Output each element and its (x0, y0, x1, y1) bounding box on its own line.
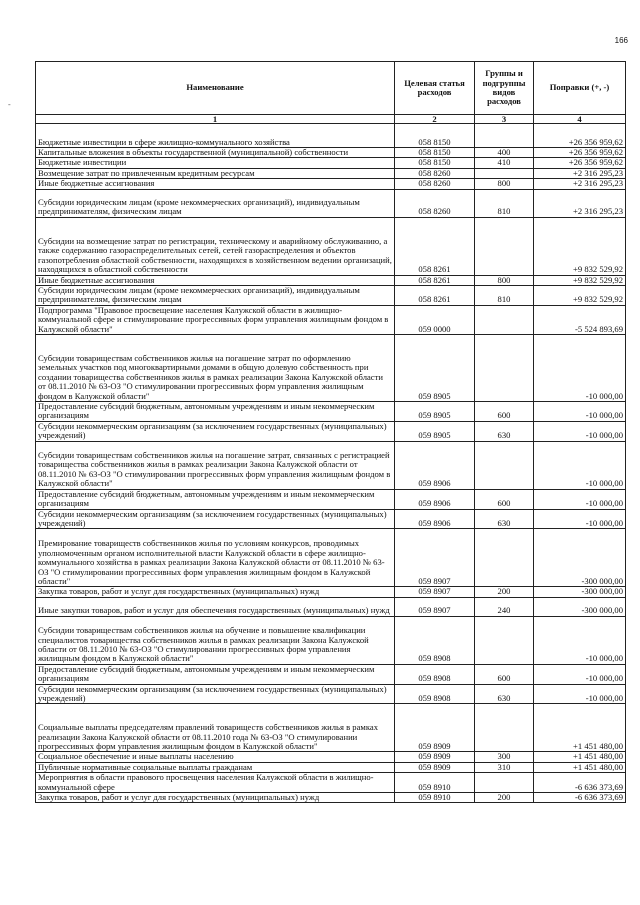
row-code-cell: 059 8909 (395, 704, 475, 752)
header-amend: Поправки (+, -) (534, 62, 626, 115)
row-name-cell: Социальные выплаты председателям правлений товариществ собственников жилья в рамках реализации Закона Калужской области от 08.11.2010 года № 63-ОЗ "О стимулировании прогрессивных форм управления жилищным фондом в Калужской области" (36, 704, 395, 752)
table-row (36, 217, 626, 275)
row-amount-cell: -10 000,00 (534, 335, 626, 402)
table-row (36, 762, 626, 772)
row-amount-cell: -6 636 373,69 (534, 792, 626, 802)
row-name-cell: Предоставление субсидий бюджетным, автономным учреждениям и иным некоммерческим организациям (36, 664, 395, 684)
row-code-cell: 059 8905 (395, 335, 475, 402)
column-number: 4 (534, 115, 626, 124)
row-name-cell: Возмещение затрат по привлеченным кредитным ресурсам (36, 168, 395, 178)
row-name-cell: Закупка товаров, работ и услуг для государственных (муниципальных) нужд (36, 792, 395, 802)
row-group-cell: 200 (475, 587, 534, 597)
row-name-cell: Бюджетные инвестиции (36, 158, 395, 168)
row-amount-cell: +2 316 295,23 (534, 179, 626, 189)
table-row (36, 335, 626, 402)
row-group-cell (475, 168, 534, 178)
row-amount-cell: -300 000,00 (534, 529, 626, 587)
row-group-cell (475, 335, 534, 402)
row-name-cell: Субсидии некоммерческим организациям (за исключением государственных (муниципальных) учреждений) (36, 684, 395, 704)
row-name-cell: Бюджетные инвестиции в сфере жилищно-коммунального хозяйства (36, 124, 395, 148)
row-amount-cell: -10 000,00 (534, 441, 626, 489)
row-group-cell (475, 124, 534, 148)
row-code-cell: 058 8261 (395, 217, 475, 275)
row-amount-cell: -10 000,00 (534, 664, 626, 684)
row-group-cell: 800 (475, 179, 534, 189)
column-number: 3 (475, 115, 534, 124)
row-code-cell: 059 8906 (395, 489, 475, 509)
row-code-cell: 059 8908 (395, 616, 475, 664)
table-row (36, 509, 626, 529)
row-code-cell: 058 8150 (395, 124, 475, 148)
row-group-cell: 600 (475, 489, 534, 509)
table-row (36, 529, 626, 587)
row-code-cell: 059 8905 (395, 402, 475, 422)
row-name-cell: Иные бюджетные ассигнования (36, 179, 395, 189)
row-group-cell (475, 217, 534, 275)
row-group-cell: 630 (475, 684, 534, 704)
row-amount-cell: +1 451 480,00 (534, 752, 626, 762)
row-code-cell: 059 8910 (395, 792, 475, 802)
row-group-cell (475, 529, 534, 587)
row-code-cell: 059 8907 (395, 587, 475, 597)
column-number: 1 (36, 115, 395, 124)
row-code-cell: 058 8260 (395, 189, 475, 217)
table-row (36, 189, 626, 217)
row-name-cell: Иные бюджетные ассигнования (36, 275, 395, 285)
row-group-cell (475, 704, 534, 752)
row-name-cell: Подпрограмма "Правовое просвещение населения Калужской области в жилищно-коммунальной сфере и стимулирование прогрессивных форм управления жилищным фондом в Калужской области" (36, 305, 395, 334)
row-amount-cell: +1 451 480,00 (534, 704, 626, 752)
row-code-cell: 059 0000 (395, 305, 475, 334)
row-code-cell: 059 8907 (395, 597, 475, 616)
row-amount-cell: +2 316 295,23 (534, 189, 626, 217)
row-code-cell: 058 8260 (395, 179, 475, 189)
row-code-cell: 058 8150 (395, 158, 475, 168)
table-row (36, 704, 626, 752)
row-code-cell: 059 8906 (395, 441, 475, 489)
row-amount-cell: -10 000,00 (534, 684, 626, 704)
row-name-cell: Субсидии товариществам собственников жилья на погашение затрат, связанных с регистрацией товарищества собственников жилья в рамках реализации Закона Калужской области от 08.11.2010 № 63-ОЗ "О стимулировании прогрессивных форм управления жилищным фондом в Калужской области" (36, 441, 395, 489)
header-target: Целевая статья расходов (395, 62, 475, 115)
row-amount-cell: +9 832 529,92 (534, 217, 626, 275)
table-header-row (36, 62, 626, 115)
row-name-cell: Субсидии юридическим лицам (кроме некоммерческих организаций), индивидуальным предпринимателям, физическим лицам (36, 286, 395, 306)
row-group-cell: 810 (475, 286, 534, 306)
table-row (36, 421, 626, 441)
table-row (36, 441, 626, 489)
row-name-cell: Субсидии юридическим лицам (кроме некоммерческих организаций), индивидуальным предпринимателям, физическим лицам (36, 189, 395, 217)
row-amount-cell: -6 636 373,69 (534, 773, 626, 793)
table-row (36, 684, 626, 704)
row-group-cell: 300 (475, 752, 534, 762)
row-name-cell: Субсидии на возмещение затрат по регистрации, техническому и аварийному обслуживанию, а также содержанию газораспределительных сетей, сетей газораспределения и объектов газопотребления областной собственности, находящихся в хозяйственном ведении организаций, находящихся в областной собственности (36, 217, 395, 275)
table-row (36, 597, 626, 616)
row-amount-cell: +9 832 529,92 (534, 286, 626, 306)
table-row (36, 179, 626, 189)
row-group-cell: 800 (475, 275, 534, 285)
table-row (36, 489, 626, 509)
row-name-cell: Капитальные вложения в объекты государственной (муниципальной) собственности (36, 148, 395, 158)
row-name-cell: Премирование товариществ собственников жилья по условиям конкурсов, проводимых уполномоченным органом исполнительной власти Калужской области в сфере жилищно-коммунального хозяйства в рамках реализации Закона Калужской области от 08.11.2010 № 63-ОЗ "О стимулировании прогрессивных форм управления жилищным фондом в Калужской области" (36, 529, 395, 587)
row-name-cell: Субсидии некоммерческим организациям (за исключением государственных (муниципальных) учреждений) (36, 421, 395, 441)
row-name-cell: Социальное обеспечение и иные выплаты населению (36, 752, 395, 762)
row-amount-cell: -300 000,00 (534, 587, 626, 597)
row-name-cell: Мероприятия в области правового просвещения населения Калужской области в жилищно-коммунальной сфере (36, 773, 395, 793)
row-group-cell: 410 (475, 158, 534, 168)
table-row (36, 305, 626, 334)
row-amount-cell: +9 832 529,92 (534, 275, 626, 285)
row-amount-cell: -10 000,00 (534, 509, 626, 529)
table-row (36, 792, 626, 802)
row-amount-cell: -5 524 893,69 (534, 305, 626, 334)
row-name-cell: Субсидии некоммерческим организациям (за исключением государственных (муниципальных) учреждений) (36, 509, 395, 529)
row-name-cell: Закупка товаров, работ и услуг для государственных (муниципальных) нужд (36, 587, 395, 597)
table-row (36, 168, 626, 178)
row-name-cell: Субсидии товариществам собственников жилья на обучение и повышение квалификации специалистов товарищества собственников жилья в рамках реализации Закона Калужской области от 08.11.2010 № 63-ОЗ "О стимулировании прогрессивных форм управления жилищным фондом в Калужской области" (36, 616, 395, 664)
row-group-cell (475, 773, 534, 793)
row-code-cell: 059 8909 (395, 762, 475, 772)
row-group-cell: 400 (475, 148, 534, 158)
row-code-cell: 059 8906 (395, 509, 475, 529)
table-row (36, 148, 626, 158)
table-row (36, 616, 626, 664)
row-code-cell: 058 8150 (395, 148, 475, 158)
row-group-cell: 630 (475, 421, 534, 441)
row-name-cell: Предоставление субсидий бюджетным, автономным учреждениям и иным некоммерческим организациям (36, 489, 395, 509)
row-group-cell: 630 (475, 509, 534, 529)
table-row (36, 402, 626, 422)
row-amount-cell: -10 000,00 (534, 402, 626, 422)
row-amount-cell: -10 000,00 (534, 421, 626, 441)
row-group-cell: 200 (475, 792, 534, 802)
row-code-cell: 058 8260 (395, 168, 475, 178)
row-code-cell: 059 8905 (395, 421, 475, 441)
column-number-row (36, 115, 626, 124)
row-name-cell: Иные закупки товаров, работ и услуг для обеспечения государственных (муниципальных) нужд (36, 597, 395, 616)
table-row (36, 158, 626, 168)
row-code-cell: 059 8908 (395, 664, 475, 684)
budget-table (35, 61, 626, 803)
row-group-cell: 310 (475, 762, 534, 772)
table-row (36, 275, 626, 285)
row-amount-cell: -10 000,00 (534, 489, 626, 509)
table-row (36, 664, 626, 684)
row-group-cell (475, 441, 534, 489)
margin-mark: - (8, 100, 11, 109)
table-row (36, 587, 626, 597)
row-group-cell: 600 (475, 402, 534, 422)
row-amount-cell: +26 356 959,62 (534, 124, 626, 148)
header-name: Наименование (36, 62, 395, 115)
table-body (36, 124, 626, 803)
row-name-cell: Предоставление субсидий бюджетным, автономным учреждениям и иным некоммерческим организациям (36, 402, 395, 422)
header-groups: Группы и подгруппы видов расходов (475, 62, 534, 115)
row-code-cell: 059 8909 (395, 752, 475, 762)
row-amount-cell: +1 451 480,00 (534, 762, 626, 772)
row-code-cell: 058 8261 (395, 275, 475, 285)
table-row (36, 752, 626, 762)
row-group-cell: 810 (475, 189, 534, 217)
table-row (36, 773, 626, 793)
page-number: 166 (614, 36, 628, 45)
column-number: 2 (395, 115, 475, 124)
row-group-cell: 600 (475, 664, 534, 684)
row-code-cell: 059 8907 (395, 529, 475, 587)
row-amount-cell: -10 000,00 (534, 616, 626, 664)
table-row (36, 286, 626, 306)
row-group-cell (475, 305, 534, 334)
row-amount-cell: +26 356 959,62 (534, 148, 626, 158)
row-amount-cell: +2 316 295,23 (534, 168, 626, 178)
row-amount-cell: +26 356 959,62 (534, 158, 626, 168)
row-group-cell: 240 (475, 597, 534, 616)
row-code-cell: 059 8908 (395, 684, 475, 704)
row-name-cell: Публичные нормативные социальные выплаты гражданам (36, 762, 395, 772)
row-group-cell (475, 616, 534, 664)
row-amount-cell: -300 000,00 (534, 597, 626, 616)
row-code-cell: 059 8910 (395, 773, 475, 793)
row-code-cell: 058 8261 (395, 286, 475, 306)
table-row (36, 124, 626, 148)
row-name-cell: Субсидии товариществам собственников жилья на погашение затрат по оформлению земельных участков под многоквартирными домами в общую долевую собственность при создании товарищества собственников жилья в рамках реализации Закона Калужской области от 08.11.2010 № 63-ОЗ "О стимулировании прогрессивных форм управления жилищным фондом в Калужской области" (36, 335, 395, 402)
